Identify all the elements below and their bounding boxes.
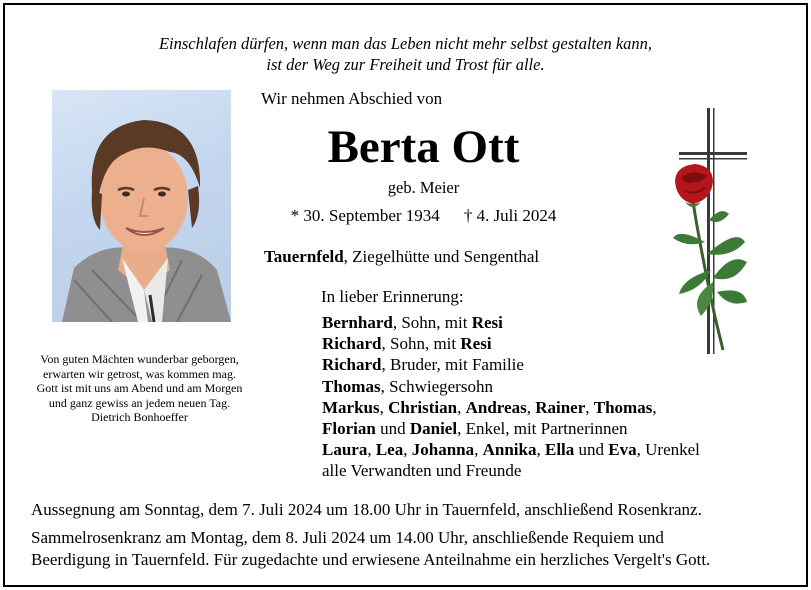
mourner-text: , Bruder, mit Familie <box>381 355 524 375</box>
place-line <box>264 247 539 267</box>
mourner-name: Daniel <box>409 419 458 439</box>
mourner-text: , Schwiegersohn <box>380 376 493 396</box>
mourner-row <box>322 354 700 375</box>
mourner-name: Richard <box>322 355 382 375</box>
service-notice <box>31 499 710 571</box>
mourners-list <box>322 312 700 482</box>
verse-author: Dietrich Bonhoeffer <box>91 410 188 425</box>
life-dates <box>261 206 586 226</box>
portrait-photo <box>52 90 231 322</box>
mourner-name: Rainer <box>535 397 586 417</box>
mourner-row <box>322 397 700 418</box>
mourner-name: Bernhard <box>322 313 393 332</box>
mourner-name: Christian <box>388 397 458 417</box>
mourner-name: Lea <box>375 440 404 460</box>
notice-line-3: Beerdigung in Tauernfeld. Für zugedachte und erwiesene Anteilnahme ein herzliches Vergelt's Gott. <box>31 550 711 569</box>
mourner-text: , <box>652 397 657 417</box>
mourner-name: Andreas <box>465 397 527 417</box>
obituary-card <box>3 3 808 587</box>
mourner-text: und <box>375 419 410 439</box>
mourner-name: Florian <box>322 419 376 439</box>
intro-text: Wir nehmen Abschied von <box>261 89 443 108</box>
mourner-text: , Enkel, mit Partnerinnen <box>457 419 628 439</box>
mourner-row <box>322 333 700 354</box>
verse-line: und ganz gewiss an jedem neuen Tag. <box>48 395 231 410</box>
mourner-name: Annika <box>482 440 537 460</box>
mourner-row <box>322 376 700 397</box>
mourner-name: Ella <box>544 440 575 460</box>
mourner-row <box>322 418 700 439</box>
place-main: Tauernfeld <box>264 247 344 266</box>
mourner-row <box>322 439 700 460</box>
mourner-text: , Sohn, mit <box>381 334 461 354</box>
mourner-name: Johanna <box>411 440 475 460</box>
mourner-name: Thomas <box>593 397 653 417</box>
mourner-name: Resi <box>460 334 492 354</box>
mourner-text: , <box>457 397 466 417</box>
mourner-text: alle Verwandten und Freunde <box>322 461 522 481</box>
mourner-row <box>322 460 700 481</box>
birth-date: * 30. September 1934 <box>290 206 440 225</box>
mourner-row <box>322 312 700 333</box>
mourner-name: Markus <box>322 397 380 417</box>
mourner-text: , <box>403 440 412 460</box>
place-rest: , Ziegelhütte und Sengenthal <box>343 247 540 266</box>
mourner-text: , Urenkel <box>636 440 700 460</box>
verse-block <box>17 352 262 425</box>
verse-line: Gott ist mit uns am Abend und am Morgen <box>36 381 243 396</box>
mourner-text: , <box>379 397 389 417</box>
maiden-name: geb. Meier <box>387 178 460 197</box>
mourner-name: Thomas <box>322 376 381 396</box>
mourner-name: Richard <box>322 334 382 354</box>
notice-line-1: Aussegnung am Sonntag, dem 7. Juli 2024 um 18.00 Uhr in Tauernfeld, anschließend Rosenkranz. <box>31 500 702 519</box>
death-date: † 4. Juli 2024 <box>463 206 557 225</box>
motto-line-1: Einschlafen dürfen, wenn man das Leben nicht mehr selbst gestalten kann, <box>158 34 653 53</box>
mourner-text: , <box>526 397 536 417</box>
verse-line: erwarten wir getrost, was kommen mag. <box>43 366 236 381</box>
mourner-text: , <box>585 397 594 417</box>
mourner-name: Laura <box>322 440 368 460</box>
deceased-name: Berta Ott <box>327 121 520 173</box>
notice-line-2: Sammelrosenkranz am Montag, dem 8. Juli 2024 um 14.00 Uhr, anschließende Requiem und <box>31 528 664 547</box>
mourner-text: , <box>536 440 545 460</box>
motto-line-2: ist der Weg zur Freiheit und Trost für alle. <box>266 55 545 74</box>
mourner-text: , <box>474 440 483 460</box>
mourner-text: , Sohn, mit <box>392 313 472 332</box>
verse-line: Von guten Mächten wunderbar geborgen, <box>40 352 239 366</box>
mourner-name: Eva <box>608 440 637 460</box>
mourner-text: und <box>574 440 609 460</box>
mourner-name: Resi <box>471 313 503 332</box>
memory-heading: In lieber Erinnerung: <box>321 287 464 306</box>
mourner-text: , <box>367 440 376 460</box>
